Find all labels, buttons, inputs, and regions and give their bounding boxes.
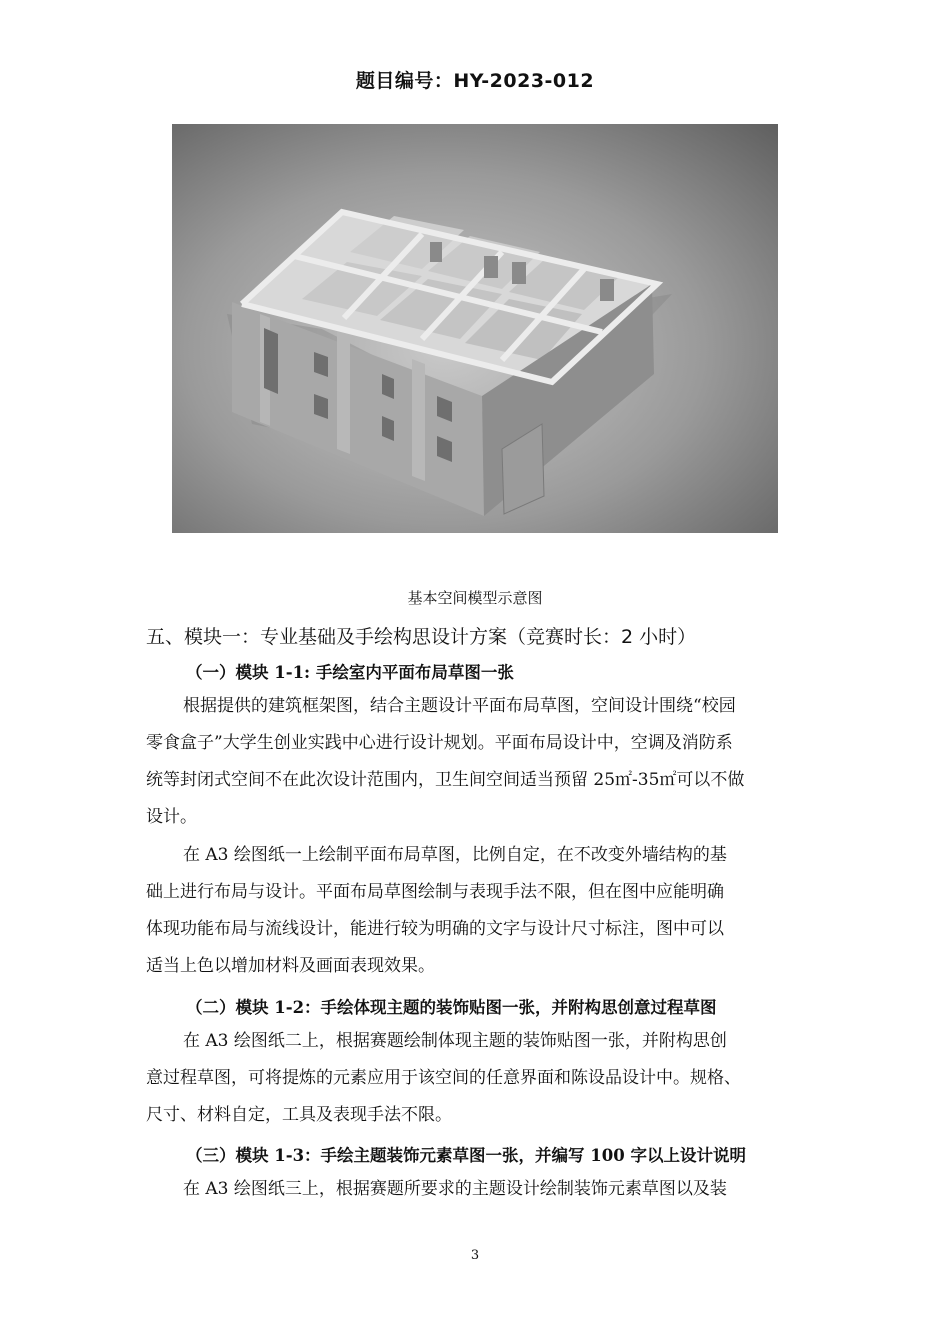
paragraph-line: 零食盒子”大学生创业实践中心进行设计规划。平面布局设计中，空调及消防系 bbox=[146, 733, 733, 753]
paragraph-line: 体现功能布局与流线设计，能进行较为明确的文字与设计尺寸标注，图中可以 bbox=[146, 919, 724, 939]
paragraph-line: 在 A3 绘图纸二上，根据赛题绘制体现主题的装饰贴图一张，并附构思创 bbox=[183, 1031, 727, 1051]
figure-caption: 基本空间模型示意图 bbox=[407, 589, 543, 607]
document-title: 题目编号：HY-2023-012 bbox=[355, 70, 595, 92]
paragraph-line: 意过程草图，可将提炼的元素应用于该空间的任意界面和陈设品设计中。规格、 bbox=[146, 1068, 741, 1088]
paragraph-line: 在 A3 绘图纸一上绘制平面布局草图，比例自定，在不改变外墙结构的基 bbox=[183, 845, 727, 865]
subsection-heading-3: （三）模块 1-3：手绘主题装饰元素草图一张，并编写 100 字以上设计说明 bbox=[186, 1146, 746, 1165]
page-number: 3 bbox=[470, 1248, 480, 1263]
paragraph-line: 设计。 bbox=[146, 807, 197, 827]
paragraph-line: 础上进行布局与设计。平面布局草图绘制与表现手法不限，但在图中应能明确 bbox=[146, 882, 724, 902]
paragraph-line: 适当上色以增加材料及画面表现效果。 bbox=[146, 956, 435, 976]
building-model-figure bbox=[172, 124, 778, 533]
paragraph-line: 尺寸、材料自定，工具及表现手法不限。 bbox=[146, 1105, 452, 1125]
paragraph-4 bbox=[146, 1171, 826, 1208]
paragraph-line: 根据提供的建筑框架图，结合主题设计平面布局草图，空间设计围绕“校园 bbox=[183, 696, 736, 716]
paragraph-line: 统等封闭式空间不在此次设计范围内，卫生间空间适当预留 25㎡-35㎡可以不做 bbox=[146, 770, 745, 790]
paragraph-3 bbox=[146, 1023, 826, 1134]
paragraph-2 bbox=[146, 837, 826, 985]
building-model-render-icon bbox=[172, 124, 778, 533]
subsection-heading-1: （一）模块 1-1: 手绘室内平面布局草图一张 bbox=[186, 663, 514, 682]
section-heading: 五、模块一：专业基础及手绘构思设计方案（竞赛时长：2 小时） bbox=[146, 626, 697, 648]
subsection-heading-2: （二）模块 1-2：手绘体现主题的装饰贴图一张，并附构思创意过程草图 bbox=[186, 998, 717, 1017]
paragraph-1 bbox=[146, 688, 826, 836]
paragraph-line: 在 A3 绘图纸三上，根据赛题所要求的主题设计绘制装饰元素草图以及装 bbox=[183, 1179, 727, 1199]
